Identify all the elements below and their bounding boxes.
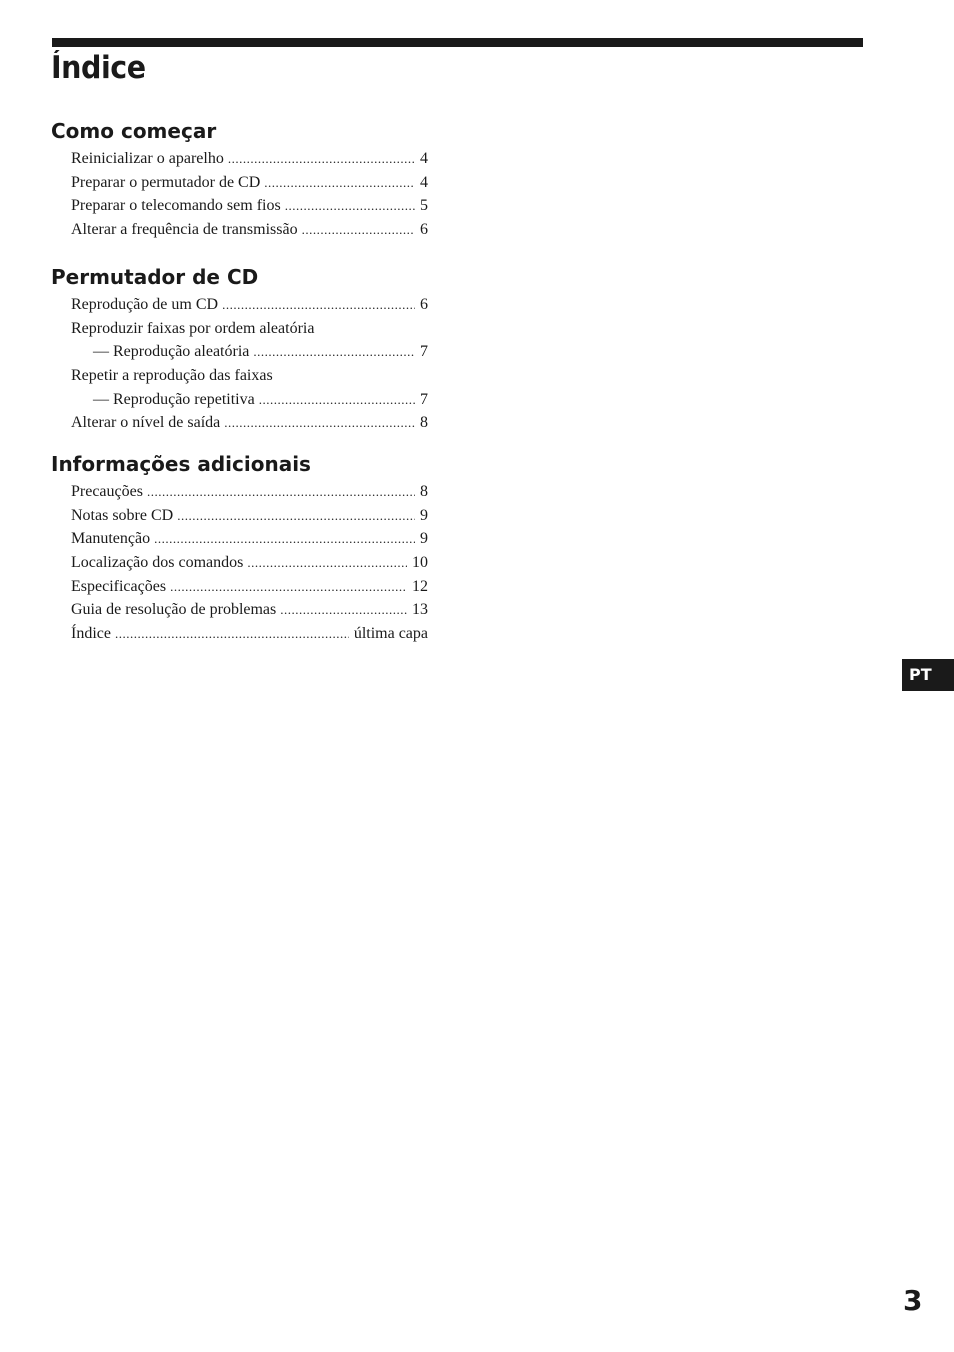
toc-entry-text: Reproduzir faixas por ordem aleatória xyxy=(71,319,315,337)
toc-leader-dots xyxy=(177,504,415,528)
toc-leader-dots xyxy=(285,194,415,218)
toc-list-informacoes-adicionais xyxy=(71,480,428,646)
section-heading-permutador-de-cd: Permutador de CD xyxy=(51,265,259,289)
toc-entry-page: 8 xyxy=(420,483,428,500)
toc-entry[interactable] xyxy=(71,194,428,218)
toc-entry-text: Reprodução de um CD xyxy=(71,296,219,313)
toc-entry-page: 8 xyxy=(420,414,428,432)
toc-entry[interactable] xyxy=(71,504,428,528)
toc-entry-subline[interactable] xyxy=(71,340,428,364)
toc-entry-page: 5 xyxy=(420,197,428,215)
page-number: 3 xyxy=(903,1284,923,1317)
toc-entry[interactable] xyxy=(71,171,428,195)
toc-entry-page: 6 xyxy=(420,296,428,313)
toc-entry-page: 13 xyxy=(412,601,428,619)
toc-entry[interactable] xyxy=(71,293,428,317)
toc-leader-dots xyxy=(147,480,415,504)
toc-entry[interactable] xyxy=(71,598,428,622)
toc-entry-heading-line[interactable] xyxy=(71,364,428,388)
toc-entry-page: 9 xyxy=(420,530,428,548)
toc-entry-page: 6 xyxy=(420,221,428,239)
toc-leader-dots xyxy=(247,551,407,575)
toc-entry-page: 7 xyxy=(420,343,428,361)
toc-leader-dots xyxy=(253,340,415,364)
toc-entry-text: Preparar o telecomando sem fios xyxy=(71,197,281,215)
toc-entry-text: Especificações xyxy=(71,577,167,595)
language-tab: PT xyxy=(902,659,954,691)
toc-entry-page: 4 xyxy=(420,150,428,167)
toc-entry-subline[interactable] xyxy=(71,388,428,412)
toc-entry[interactable] xyxy=(71,622,428,646)
toc-entry[interactable] xyxy=(71,147,428,171)
toc-entry-subtext: — Reprodução repetitiva xyxy=(93,390,255,408)
toc-entry[interactable] xyxy=(71,411,428,435)
toc-list-permutador-de-cd xyxy=(71,293,428,435)
toc-leader-dots xyxy=(302,218,415,242)
toc-entry-text: Reinicializar o aparelho xyxy=(71,150,224,167)
top-rule xyxy=(52,38,863,47)
toc-entry-text: Repetir a reprodução das faixas xyxy=(71,367,273,385)
toc-entry[interactable] xyxy=(71,480,428,504)
toc-leader-dots xyxy=(224,411,415,435)
toc-entry-page: 12 xyxy=(412,577,428,595)
toc-entry-page: 4 xyxy=(420,173,428,191)
toc-entry-text: Precauções xyxy=(71,483,143,500)
section-heading-como-comecar: Como começar xyxy=(51,119,217,143)
toc-entry-text: Notas sobre CD xyxy=(71,506,174,524)
toc-leader-dots xyxy=(259,388,415,412)
toc-entry-heading-line[interactable] xyxy=(71,317,428,341)
toc-entry-text: Localização dos comandos xyxy=(71,554,244,572)
toc-entry-page: 7 xyxy=(420,390,428,408)
toc-entry-text: Preparar o permutador de CD xyxy=(71,173,261,191)
toc-leader-dots xyxy=(228,147,415,171)
toc-entry-page: última capa xyxy=(353,625,428,643)
toc-entry-text: Alterar o nível de saída xyxy=(71,414,221,432)
toc-leader-dots xyxy=(280,598,407,622)
toc-entry-text: Alterar a frequência de transmissão xyxy=(71,221,298,239)
toc-entry-subtext: — Reprodução aleatória xyxy=(93,343,250,361)
toc-leader-dots xyxy=(222,293,415,317)
section-heading-informacoes-adicionais: Informações adicionais xyxy=(51,452,311,476)
toc-leader-dots xyxy=(115,622,349,646)
toc-entry-text: Índice xyxy=(71,625,111,643)
toc-entry[interactable] xyxy=(71,575,428,599)
toc-entry-page: 9 xyxy=(420,506,428,524)
toc-entry-text: Guia de resolução de problemas xyxy=(71,601,277,619)
toc-leader-dots xyxy=(154,527,415,551)
toc-entry-text: Manutenção xyxy=(71,530,151,548)
toc-entry[interactable] xyxy=(71,551,428,575)
toc-leader-dots xyxy=(170,575,407,599)
toc-entry-page: 10 xyxy=(412,554,428,572)
toc-entry[interactable] xyxy=(71,527,428,551)
toc-leader-dots xyxy=(264,171,415,195)
page-title: Índice xyxy=(51,50,146,86)
toc-list-como-comecar xyxy=(71,147,428,242)
toc-entry[interactable] xyxy=(71,218,428,242)
